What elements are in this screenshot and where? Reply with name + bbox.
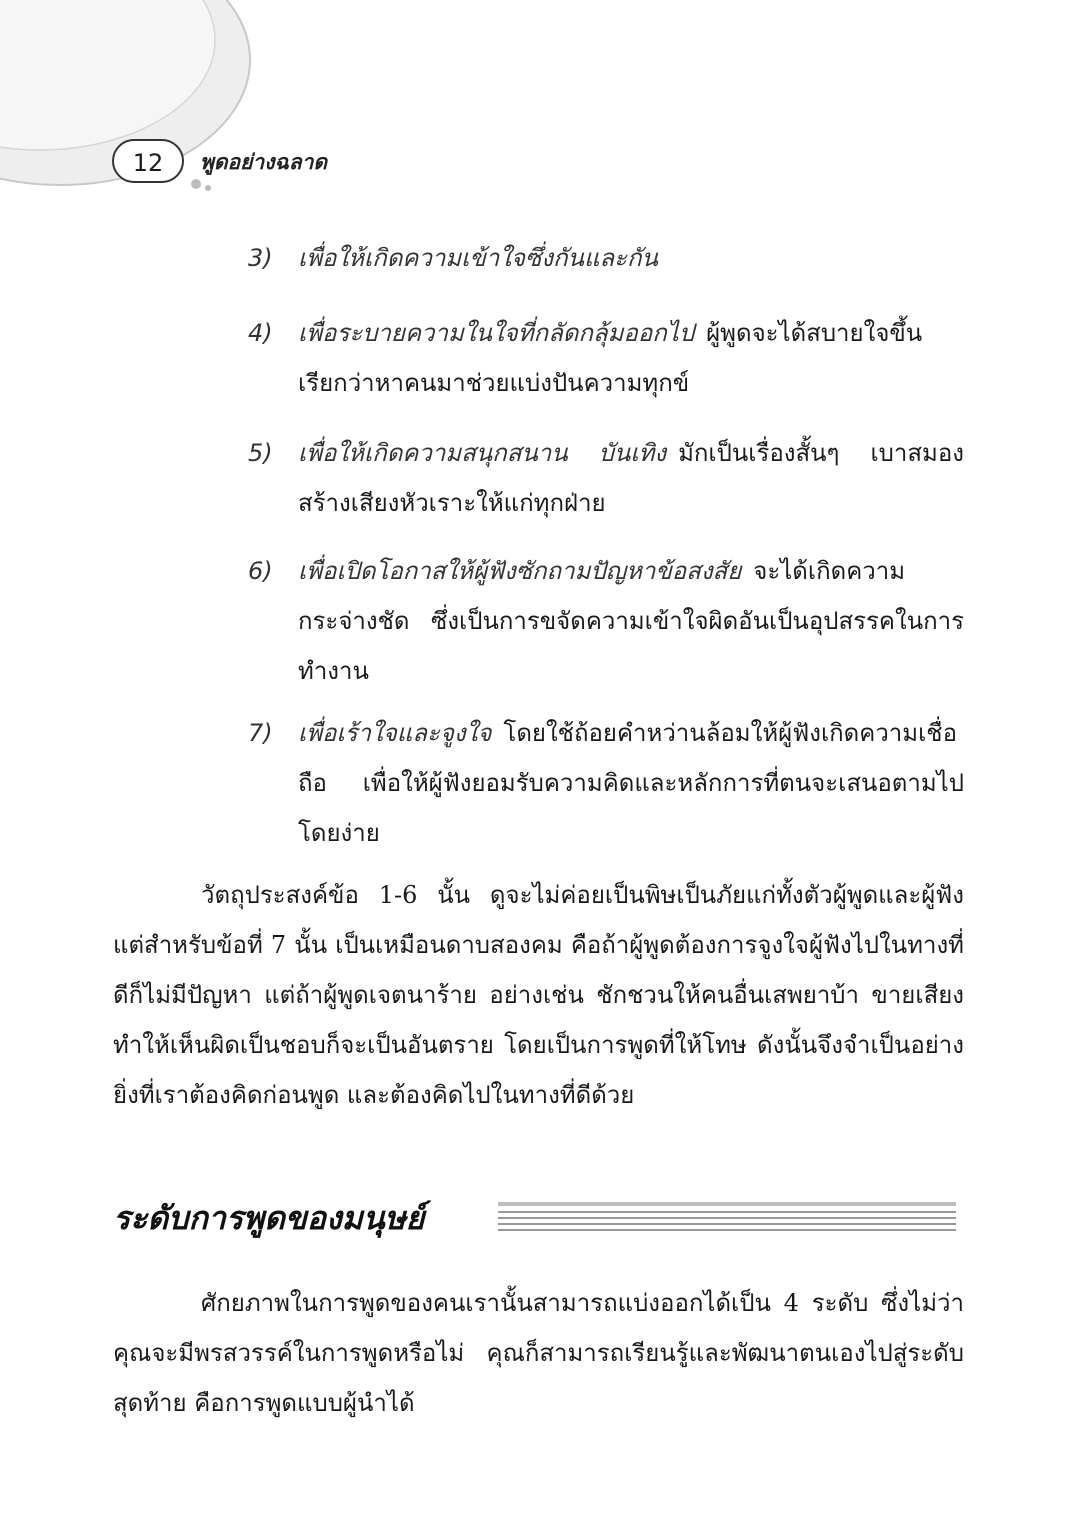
list-item-lead: เพื่อเปิดโอกาสให้ผู้ฟังซักถามปัญหาข้อสงสัย (298, 557, 742, 585)
list-item-text: ผู้พูดจะได้สบายใจขึ้น เรียกว่าหาคนมาช่วยแบ่งปันความทุกข์ (298, 319, 923, 397)
section-heading: ระดับการพูดของมนุษย์ (113, 1199, 425, 1237)
heading-rule (498, 1202, 956, 1236)
list-item-lead: เพื่อระบายความในใจที่กลัดกลุ้มออกไป (298, 319, 695, 347)
list-item-number: 3) (248, 244, 273, 272)
page-number: 12 (112, 139, 184, 183)
list-item (248, 546, 964, 696)
running-head: พูดอย่างฉลาด (200, 150, 328, 174)
list-item (248, 233, 964, 283)
body-paragraph: วัตถุประสงค์ข้อ 1-6 นั้น ดูจะไม่ค่อยเป็นพิษเป็นภัยแก่ทั้งตัวผู้พูดและผู้ฟัง แต่สำหรับข้อที่ 7 นั้น เป็นเหมือนดาบสองคม คือถ้าผู้พูดต้องการจูงใจผู้ฟังไปในทางที่ดีก็ไม่มีปัญหา แต่ถ้าผู้พูดเจตนาร้าย อย่างเช่น ชักชวนให้คนอื่นเสพยาบ้า ขายเสียง ทำให้เห็นผิดเป็นชอบก็จะเป็นอันตราย โดยเป็นการพูดที่ให้โทษ ดังนั้นจึงจำเป็นอย่างยิ่งที่เราต้องคิดก่อนพูด และต้องคิดไปในทางที่ดีด้วย (113, 881, 964, 1109)
list-item-lead: เพื่อเร้าใจและจูงใจ (298, 719, 492, 747)
list-item (248, 428, 964, 528)
list-item-text: จะได้เกิดความกระจ่างชัด ซึ่งเป็นการขจัดความเข้าใจผิดอันเป็นอุปสรรคในการทำงาน (298, 557, 964, 685)
body-paragraph: ศักยภาพในการพูดของคนเรานั้นสามารถแบ่งออกได้เป็น 4 ระดับ ซึ่งไม่ว่าคุณจะมีพรสวรรค์ในการพูดหรือไม่ คุณก็สามารถเรียนรู้และพัฒนาตนเองไปสู่ระดับสุดท้าย คือการพูดแบบผู้นำได้ (113, 1289, 964, 1417)
list-item-number: 5) (248, 439, 273, 467)
list-item (248, 308, 964, 408)
list-item-number: 7) (248, 719, 273, 747)
list-item-lead: เพื่อให้เกิดความสนุกสนาน บันเทิง (298, 439, 667, 467)
list-item-lead: เพื่อให้เกิดความเข้าใจซึ่งกันและกัน (298, 244, 658, 272)
list-item (248, 708, 964, 858)
list-item-number: 6) (248, 557, 273, 585)
list-item-text: โดยใช้ถ้อยคำหว่านล้อมให้ผู้ฟังเกิดความเชื่อถือ เพื่อให้ผู้ฟังยอมรับความคิดและหลักการที่ตนจะเสนอตามไปโดยง่าย (298, 719, 964, 847)
list-item-number: 4) (248, 319, 273, 347)
list-item-text: มักเป็นเรื่องสั้นๆ เบาสมอง สร้างเสียงหัวเราะให้แก่ทุกฝ่าย (298, 439, 964, 517)
